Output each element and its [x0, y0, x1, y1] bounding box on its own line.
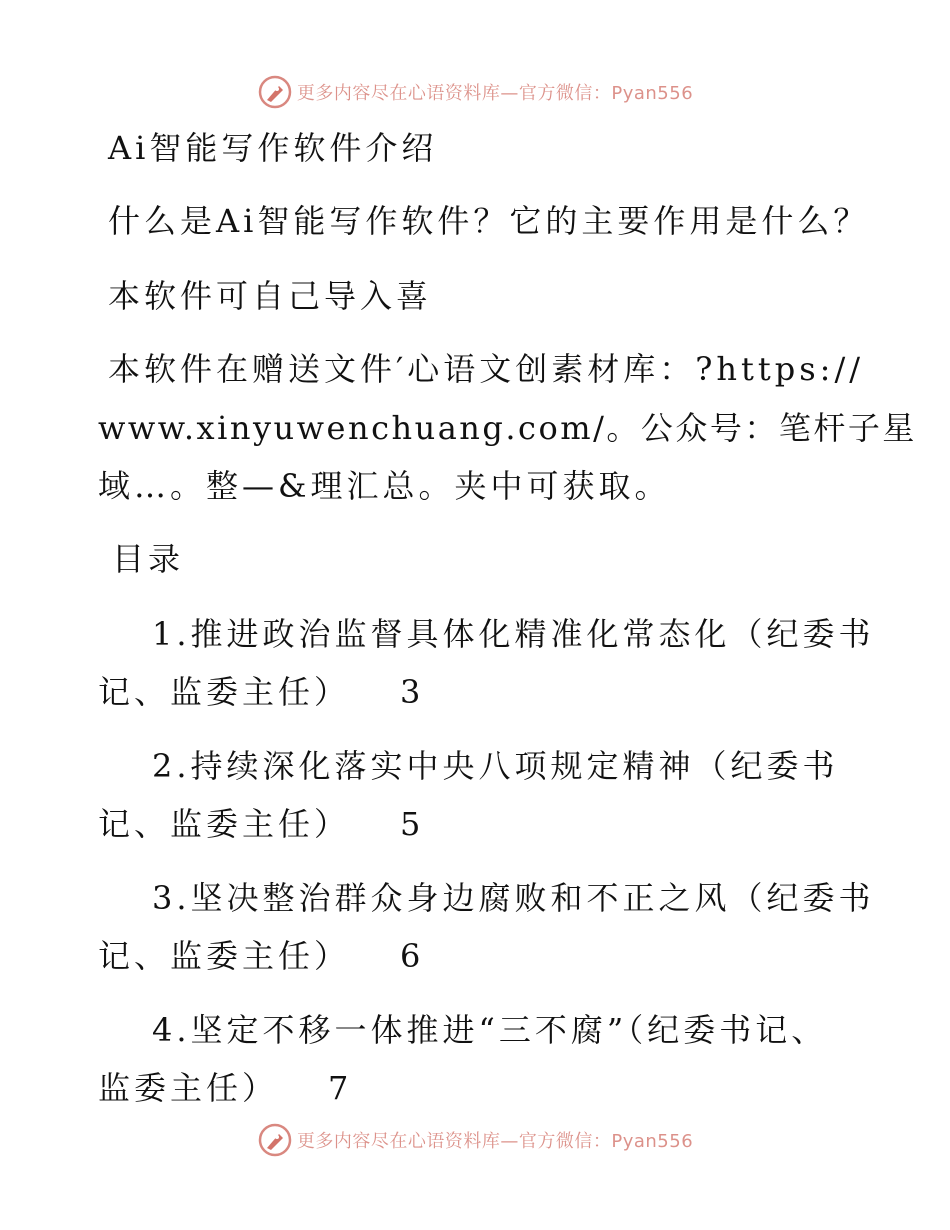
toc-entry-4-page: 7: [328, 1069, 353, 1107]
document-title: Ai智能写作软件介绍: [108, 129, 438, 167]
toc-title: 目录: [112, 540, 185, 578]
toc-entry-3-label: 记、监委主任）: [98, 937, 351, 975]
toc-entry-2-page: 5: [400, 805, 425, 843]
footer-watermark-banner: [0, 1118, 950, 1162]
toc-entry-1-page: 3: [400, 673, 425, 711]
toc-entry-4-line-2: [98, 1068, 352, 1108]
gift-paragraph-line-3: 域…。整—&理汇总。夹中可获取。: [98, 467, 671, 505]
header-watermark-banner: [0, 70, 950, 114]
toc-entry-4-label: 监委主任）: [98, 1069, 279, 1107]
toc-entry-2-line-1: 2.持续深化落实中央八项规定精神（纪委书: [152, 747, 839, 785]
toc-entry-4-line-1: 4.坚定不移一体推进“三不腐”（纪委书记、: [152, 1011, 828, 1049]
gift-paragraph-line-2: www.xinyuwenchuang.com/。公众号：笔杆子星: [98, 409, 917, 447]
pen-nib-logo-icon: [257, 1122, 293, 1158]
toc-entry-3-page: 6: [400, 937, 425, 975]
watermark-text: 更多内容尽在心语资料库—官方微信：Pyan556: [296, 1131, 694, 1152]
intro-question: 什么是Ai智能写作软件？它的主要作用是什么？: [108, 202, 870, 240]
toc-entry-2-line-2: [98, 804, 424, 844]
toc-entry-1-line-1: 1.推进政治监督具体化精准化常态化（纪委书: [152, 615, 875, 653]
toc-entry-3-line-2: [98, 936, 424, 976]
toc-entry-2-label: 记、监委主任）: [98, 805, 351, 843]
gift-paragraph-line-1: 本软件在赠送文件′心语文创素材库：?https://: [108, 350, 865, 388]
watermark-text: 更多内容尽在心语资料库—官方微信：Pyan556: [296, 83, 694, 104]
toc-entry-3-line-1: 3.坚决整治群众身边腐败和不正之风（纪委书: [152, 879, 875, 917]
toc-entry-1-line-2: [98, 672, 424, 712]
pen-nib-logo-icon: [257, 74, 293, 110]
toc-entry-1-label: 记、监委主任）: [98, 673, 351, 711]
import-line: 本软件可自己导入喜: [108, 277, 433, 315]
